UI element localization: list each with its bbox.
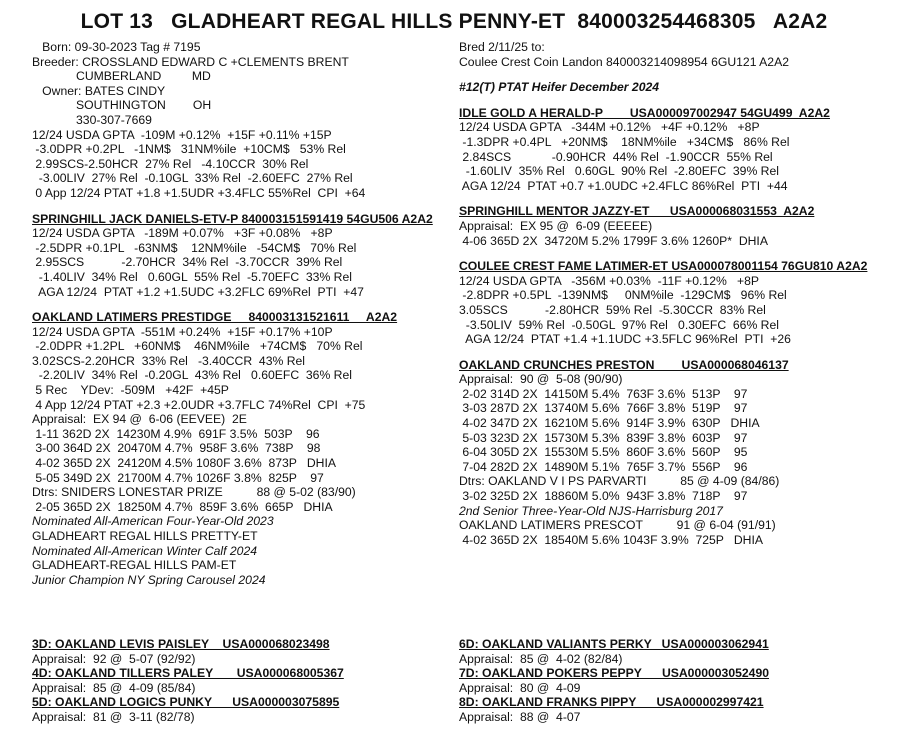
info-line: 12/24 USDA GPTA -551M +0.24% +15F +0.17% +10P [32,324,333,339]
info-line: 3.02SCS-2.20HCR 33% Rel -3.40CCR 43% Rel [32,353,305,368]
info-line: 2-02 314D 2X 14150M 5.4% 763F 3.6% 513P 97 [459,386,748,401]
dam-appraisal: Appraisal: 80 @ 4-09 [459,680,581,695]
info-line: -2.8DPR +0.5PL -139NM$ 0NM%ile -129CM$ 96% Rel [459,288,787,303]
dam-appraisal: Appraisal: 85 @ 4-09 (85/84) [32,680,196,695]
info-line: 4-02 347D 2X 16210M 5.6% 914F 3.9% 630P DHIA [459,416,760,431]
info-line: 12/24 USDA GPTA -356M +0.03% -11F +0.12% +8P [459,273,759,288]
info-line: GLADHEART-REGAL HILLS PAM-ET [32,558,237,573]
spacer [459,193,899,204]
info-line: Born: 09-30-2023 Tag # 7195 [32,40,201,54]
spacer [459,95,899,106]
award-note: Nominated All-American Winter Calf 2024 [32,543,257,558]
info-line: -2.20LIV 34% Rel -0.20GL 43% Rel 0.60EFC 36% Rel [32,368,352,383]
info-line: 3-02 325D 2X 18860M 5.0% 943F 3.8% 718P 97 [459,489,748,504]
spacer [459,547,899,558]
dam-list [32,637,462,725]
info-line: Appraisal: EX 95 @ 6-09 (EEEEE) [459,218,653,233]
spacer [32,587,452,598]
info-line: 2.99SCS-2.50HCR 27% Rel -4.10CCR 30% Rel [32,156,309,171]
info-line: Coulee Crest Coin Landon 840003214098954 6GU121 A2A2 [459,54,789,69]
dam-header: 5D: OAKLAND LOGICS PUNKY USA000003075895 [32,695,340,710]
spacer [459,347,899,358]
info-line: 6-04 305D 2X 15530M 5.5% 860F 3.6% 560P 95 [459,445,748,460]
left-column [32,40,452,598]
spacer [32,299,452,310]
spacer [459,69,899,80]
dam-appraisal: Appraisal: 88 @ 4-07 [459,709,581,724]
info-line: SOUTHINGTON OH [32,98,212,113]
info-line: 1-11 362D 2X 14230M 4.9% 691F 3.5% 503P 96 [32,426,320,441]
info-line: CUMBERLAND MD [32,69,211,84]
animal-header: IDLE GOLD A HERALD-P USA000097002947 54GU499 A2A2 [459,105,830,120]
info-line: AGA 12/24 PTAT +1.2 +1.5UDC +3.2FLC 69%Rel PTI +47 [32,284,364,299]
info-line: Owner: BATES CINDY [32,83,166,98]
info-line: 5-05 349D 2X 21700M 4.7% 1026F 3.8% 825P 97 [32,470,324,485]
info-line: 4-02 365D 2X 18540M 5.6% 1043F 3.9% 725P DHIA [459,532,763,547]
info-line: 4 App 12/24 PTAT +2.3 +2.0UDR +3.7FLC 74%Rel CPI +75 [32,397,366,412]
info-line: 4-02 365D 2X 24120M 4.5% 1080F 3.6% 873P DHIA [32,456,336,471]
award-note: Junior Champion NY Spring Carousel 2024 [32,572,266,587]
dam-header: 3D: OAKLAND LEVIS PAISLEY USA000068023498 [32,637,330,651]
animal-header: COULEE CREST FAME LATIMER-ET USA000078001154 76GU810 A2A2 [459,259,868,274]
info-line: 3-03 287D 2X 13740M 5.6% 766F 3.8% 519P 97 [459,401,748,416]
right-column [459,40,899,558]
info-line: 4-06 365D 2X 34720M 5.2% 1799F 3.6% 1260P* DHIA [459,233,768,248]
info-line: Appraisal: 90 @ 5-08 (90/90) [459,372,623,387]
dam-header: 6D: OAKLAND VALIANTS PERKY USA000003062941 [459,637,769,651]
info-line: 3.05SCS -2.80HCR 59% Rel -5.30CCR 83% Rel [459,302,766,317]
dam-header: 4D: OAKLAND TILLERS PALEY USA000068005367 [32,666,344,681]
animal-header: OAKLAND CRUNCHES PRESTON USA000068046137 [459,357,789,372]
info-line: OAKLAND LATIMERS PRESCOT 91 @ 6-04 (91/91) [459,518,776,533]
info-line: 12/24 USDA GPTA -109M +0.12% +15F +0.11% +15P [32,127,332,142]
dam-appraisal: Appraisal: 92 @ 5-07 (92/92) [32,651,196,666]
dam-header: 7D: OAKLAND POKERS PEPPY USA000003052490 [459,666,770,681]
info-line: 12/24 USDA GPTA -189M +0.07% +3F +0.08% +8P [32,226,333,241]
award-note: 2nd Senior Three-Year-Old NJS-Harrisburg 2017 [459,503,723,518]
info-line: AGA 12/24 PTAT +0.7 +1.0UDC +2.4FLC 86%Rel PTI +44 [459,178,788,193]
info-line: 330-307-7669 [32,112,152,127]
info-line: 2.95SCS -2.70HCR 34% Rel -3.70CCR 39% Rel [32,255,343,270]
info-line: Breeder: CROSSLAND EDWARD C +CLEMENTS BRENT [32,54,349,69]
info-line: 5 Rec YDev: -509M +42F +45P [32,383,229,398]
info-line: -3.00LIV 27% Rel -0.10GL 33% Rel -2.60EFC 27% Rel [32,171,353,186]
animal-header: SPRINGHILL JACK DANIELS-ETV-P 840003151591419 54GU506 A2A2 [32,211,433,226]
award-note: Nominated All-American Four-Year-Old 2023 [32,514,274,529]
dam-header: 8D: OAKLAND FRANKS PIPPY USA000002997421 [459,695,764,710]
info-line: AGA 12/24 PTAT +1.4 +1.1UDC +3.5FLC 96%Rel PTI +26 [459,332,791,347]
info-line: -1.40LIV 34% Rel 0.60GL 55% Rel -5.70EFC 33% Rel [32,269,352,284]
info-line: GLADHEART REGAL HILLS PRETTY-ET [32,529,258,543]
info-line: Dtrs: SNIDERS LONESTAR PRIZE 88 @ 5-02 (83/90) [32,485,356,500]
info-line: Bred 2/11/25 to: [459,40,545,54]
info-line: 0 App 12/24 PTAT +1.8 +1.5UDR +3.4FLC 55%Rel CPI +64 [32,185,366,200]
spacer [459,248,899,259]
info-line: -1.60LIV 35% Rel 0.60GL 90% Rel -2.80EFC 39% Rel [459,164,779,179]
animal-header: OAKLAND LATIMERS PRESTIDGE 840003131521611 A2A2 [32,310,398,325]
spacer [32,201,452,212]
info-line: -2.5DPR +0.1PL -63NM$ 12NM%ile -54CM$ 70% Rel [32,240,357,255]
info-line: -1.3DPR +0.4PL +20NM$ 18NM%ile +34CM$ 86% Rel [459,134,790,149]
dam-appraisal: Appraisal: 85 @ 4-02 (82/84) [459,651,623,666]
ptat-note: #12(T) PTAT Heifer December 2024 [459,80,660,95]
info-line: -3.0DPR +0.2PL -1NM$ 31NM%ile +10CM$ 53% Rel [32,142,346,157]
info-line: 12/24 USDA GPTA -344M +0.12% +4F +0.12% +8P [459,120,760,135]
info-line: -3.50LIV 59% Rel -0.50GL 97% Rel 0.30EFC 66% Rel [459,317,779,332]
info-line: 7-04 282D 2X 14890M 5.1% 765F 3.7% 556P 96 [459,459,748,474]
info-line: 3-00 364D 2X 20470M 4.7% 958F 3.6% 738P 98 [32,441,321,456]
lot-title: LOT 13 GLADHEART REGAL HILLS PENNY-ET 840003254468305 A2A2 [80,10,828,33]
dam-list [459,637,889,725]
info-line: -2.0DPR +1.2PL +60NM$ 46NM%ile +74CM$ 70% Rel [32,339,363,354]
info-line: 5-03 323D 2X 15730M 5.3% 839F 3.8% 603P 97 [459,430,748,445]
info-line: 2-05 365D 2X 18250M 4.7% 859F 3.6% 665P DHIA [32,499,333,514]
dam-appraisal: Appraisal: 81 @ 3-11 (82/78) [32,709,195,724]
animal-header: SPRINGHILL MENTOR JAZZY-ET USA000068031553 A2A2 [459,204,815,219]
info-line: Appraisal: EX 94 @ 6-06 (EEVEE) 2E [32,412,247,427]
info-line: 2.84SCS -0.90HCR 44% Rel -1.90CCR 55% Rel [459,149,773,164]
info-line: Dtrs: OAKLAND V I PS PARVARTI 85 @ 4-09 (84/86) [459,474,780,489]
